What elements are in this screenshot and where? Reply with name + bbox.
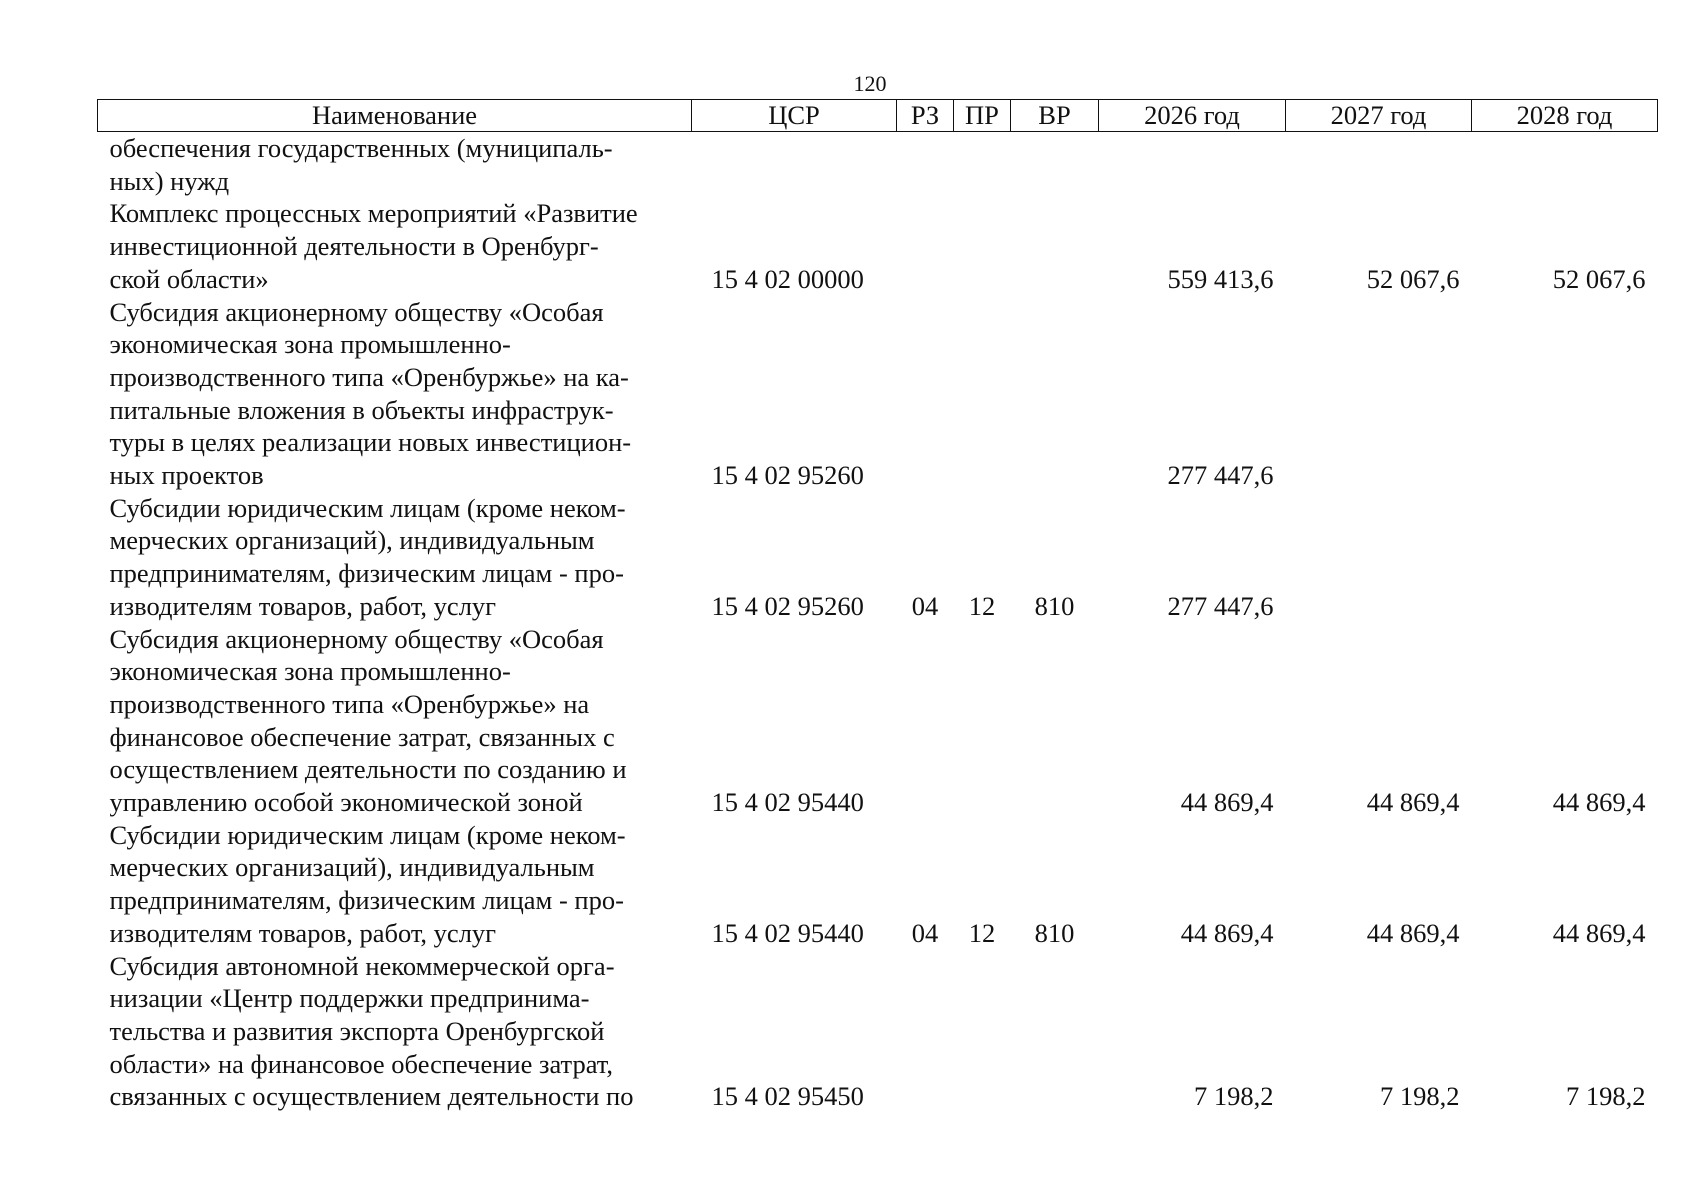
row-vr [1011,197,1099,295]
row-amount-2026: 44 869,4 [1180,917,1274,948]
row-pr [954,950,1011,1114]
header-year-2027: 2027 год [1286,100,1472,132]
row-amount-2027: 52 067,6 [1366,263,1460,294]
row-amount-2028: 44 869,4 [1552,917,1646,948]
row-amount-2028: 7 198,2 [1566,1081,1646,1112]
table-row [98,623,1658,819]
table-row [98,492,1658,623]
table-row [98,197,1658,295]
header-csr: ЦСР [692,100,897,132]
header-row [98,100,1658,132]
row-name: Комплекс процессных мероприятий «Развитие инвестиционной деятельности в Оренбург- ской области» [109,198,638,294]
row-amount-2027: 7 198,2 [1380,1081,1460,1112]
row-amount-2028: 44 869,4 [1552,787,1646,818]
row-rz [897,950,954,1114]
row-vr: 810 [1034,917,1075,948]
row-rz: 04 [911,590,939,621]
row-pr: 12 [968,917,996,948]
row-pr [954,296,1011,492]
row-csr: 15 4 02 95450 [711,1081,864,1112]
row-name: Субсидии юридическим лицам (кроме неком- мерческих организаций), индивидуальным предпринимателям, физическим лицам - про- изводителям товаров, работ, услуг [109,492,626,621]
row-csr [692,132,897,198]
row-amount-2026: 44 869,4 [1180,787,1274,818]
row-amount-2028 [1472,132,1658,198]
row-csr: 15 4 02 95440 [711,787,864,818]
table-row [98,132,1658,198]
row-amount-2027 [1286,132,1472,198]
header-year-2026: 2026 год [1099,100,1286,132]
row-amount-2026: 559 413,6 [1167,263,1274,294]
table-body [98,132,1658,1114]
row-rz [897,132,954,198]
table-row [98,950,1658,1114]
row-vr [1011,132,1099,198]
row-amount-2028 [1472,296,1658,492]
row-amount-2027: 44 869,4 [1366,917,1460,948]
row-amount-2027 [1286,492,1472,623]
row-name: обеспечения государственных (муниципаль- ных) нужд [109,133,613,196]
row-vr [1011,296,1099,492]
row-name: Субсидия автономной некоммерческой орга- низации «Центр поддержки предпринима- тельства и развития экспорта Оренбургской области» на финансовое обеспечение затрат, связанных с осуществлением деятельности по [109,950,634,1112]
header-pr: ПР [954,100,1011,132]
row-name: Субсидии юридическим лицам (кроме неком- мерческих организаций), индивидуальным предпринимателям, физическим лицам - про- изводителям товаров, работ, услуг [109,819,626,948]
table-header [98,100,1658,132]
row-amount-2026: 277 447,6 [1167,460,1274,491]
table-row [98,296,1658,492]
row-pr [954,197,1011,295]
table-row [98,819,1658,950]
page-number: 120 [853,71,887,96]
row-name: Субсидия акционерному обществу «Особая экономическая зона промышленно- производственного типа «Оренбуржье» на ка- питальные вложения в объекты инфраструк- туры в целях реализации новых инвестицион- ных проектов [109,296,632,491]
row-csr: 15 4 02 00000 [711,263,864,294]
row-csr: 15 4 02 95260 [711,590,864,621]
row-amount-2026 [1099,132,1286,198]
header-name: Наименование [98,100,692,132]
row-amount-2027: 44 869,4 [1366,787,1460,818]
row-rz [897,197,954,295]
row-name: Субсидия акционерному обществу «Особая экономическая зона промышленно- производственного типа «Оренбуржье» на финансовое обеспечение затрат, связанных с осуществлением деятельности по созданию и управлению особой экономической зоной [109,623,627,818]
row-amount-2028: 52 067,6 [1552,263,1646,294]
row-pr: 12 [968,590,996,621]
header-rz: РЗ [897,100,954,132]
row-amount-2026: 277 447,6 [1167,590,1274,621]
row-amount-2028 [1472,492,1658,623]
header-year-2028: 2028 год [1472,100,1658,132]
row-csr: 15 4 02 95260 [711,460,864,491]
row-rz: 04 [911,917,939,948]
row-csr: 15 4 02 95440 [711,917,864,948]
row-amount-2027 [1286,296,1472,492]
row-amount-2026: 7 198,2 [1194,1081,1274,1112]
row-vr [1011,950,1099,1114]
header-vr: ВР [1011,100,1099,132]
row-vr [1011,623,1099,819]
row-rz [897,623,954,819]
row-vr: 810 [1034,590,1075,621]
row-pr [954,132,1011,198]
budget-table [97,99,1658,1113]
row-pr [954,623,1011,819]
row-rz [897,296,954,492]
